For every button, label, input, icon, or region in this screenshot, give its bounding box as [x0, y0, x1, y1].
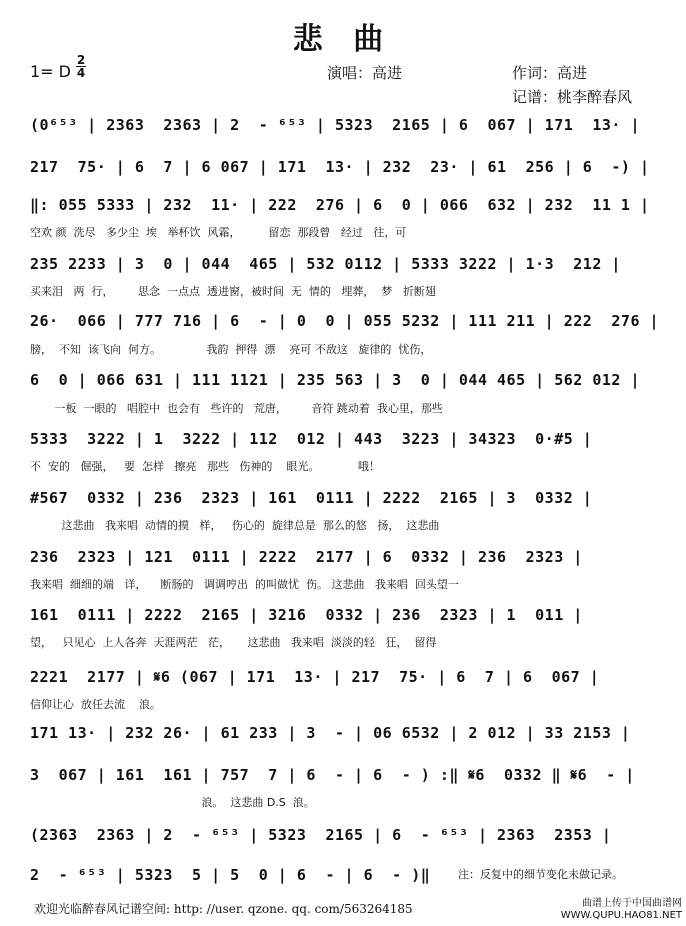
footer-link-text: 欢迎光临醉春风记谱空间: http: //user. qzone. qq. com/563264185 — [34, 902, 413, 916]
lyric-row: 这悲曲 我来唱 动情的摸 样， 伤心的 旋律总是 那么的悠 扬， 这悲曲 — [30, 519, 440, 532]
lyric-row: 信仰让心 放任去流 浪。 — [30, 698, 161, 711]
lyric-row: 浪。 这悲曲 D.S 浪。 — [30, 796, 315, 809]
score-row: 236 2323 | 121 0111 | 2222 2177 | 6 0332 | 236 2323 | — [30, 548, 583, 566]
score-row: 3 067 | 161 161 | 757 7 | 6 - | 6 - ) :‖ 𝄋6 0332 ‖ 𝄋6 - | — [30, 766, 635, 784]
watermark-line-2: WWW.QUPU.HAO81.NET — [560, 910, 682, 921]
score-row: 6 0 | 066 631 | 111 1121 | 235 563 | 3 0 | 044 465 | 562 012 | — [30, 371, 640, 389]
score-row: 171 13· | 232 26· | 61 233 | 3 - | 06 6532 | 2 012 | 33 2153 | — [30, 724, 631, 742]
lyric-row: 膀， 不知 该飞向 何方。 我韵 押得 漂 亮可 不敌这 旋律的 忧伤， — [30, 343, 432, 356]
lyric-row: 一板 一眼的 唱腔中 也会有 些许的 荒唐， 音符 跳动着 我心里，那些 — [30, 402, 443, 415]
singer-credit: 演唱：高进 — [327, 64, 403, 82]
score-row: 161 0111 | 2222 2165 | 3216 0332 | 236 2323 | 1 011 | — [30, 606, 583, 624]
site-watermark — [561, 898, 682, 922]
transcriber-credit: 记谱：桃李醉春风 — [512, 88, 633, 106]
time-sig-top: 2 — [76, 53, 86, 67]
lyricist-credit: 作词：高进 — [512, 64, 588, 82]
score-row: 2221 2177 | 𝄋6 (067 | 171 13· | 217 75· | 6 7 | 6 067 | — [30, 668, 600, 686]
page-title: 悲 曲 — [292, 22, 394, 57]
score-row: 26· 066 | 777 716 | 6 - | 0 0 | 055 5232 | 111 211 | 222 276 | — [30, 312, 660, 330]
time-sig-bottom: 4 — [76, 66, 86, 80]
score-row: #567 0332 | 236 2323 | 161 0111 | 2222 2165 | 3 0332 | — [30, 489, 593, 507]
time-signature — [76, 54, 86, 79]
score-row: 5333 3222 | 1 3222 | 112 012 | 443 3223 | 34323 0·#5 | — [30, 430, 593, 448]
lyric-row: 我来唱 细细的端 详， 断肠的 调调哼出 的叫做忧 伤。 这悲曲 我来唱 回头望一 — [30, 578, 459, 591]
score-row: ‖: 055 5333 | 232 11· | 222 276 | 6 0 | 066 632 | 232 11 1 | — [30, 196, 650, 214]
lyric-row: 买来泪 两 行， 思念 一点点 透进窗，被时间 无 情的 埋葬， 梦 折断翅 — [30, 285, 436, 298]
lyric-row: 空欢 颜 洗尽 多少尘 埃 举杯饮 风霜， 留恋 那段曾 经过 往，可 — [30, 226, 407, 239]
repeat-note: 注：反复中的细节变化未做记录。 — [458, 868, 623, 881]
score-row: 2 - ⁶⁵³ | 5323 5 | 5 0 | 6 - | 6 - )‖ — [30, 866, 431, 884]
lyric-row: 不 安的 倔强， 要 怎样 擦亮 那些 伤神的 眼光。 哦！ — [30, 460, 380, 473]
score-row: 217 75· | 6 7 | 6 067 | 171 13· | 232 23· | 61 256 | 6 -) | — [30, 158, 650, 176]
lyric-row: 望， 只见心 上人各奔 天涯两茫 茫， 这悲曲 我来唱 淡淡的轻 狂， 留得 — [30, 636, 437, 649]
score-row: (2363 2363 | 2 - ⁶⁵³ | 5323 2165 | 6 - ⁶⁵³ | 2363 2353 | — [30, 826, 612, 844]
watermark-line-1: 曲谱上传于中国曲谱网 — [582, 898, 682, 909]
score-row: 235 2233 | 3 0 | 044 465 | 532 0112 | 5333 3222 | 1·3 212 | — [30, 255, 621, 273]
key-signature: 1= D — [30, 62, 71, 81]
score-row: (0⁶⁵³ | 2363 2363 | 2 - ⁶⁵³ | 5323 2165 | 6 067 | 171 13· | — [30, 116, 640, 134]
